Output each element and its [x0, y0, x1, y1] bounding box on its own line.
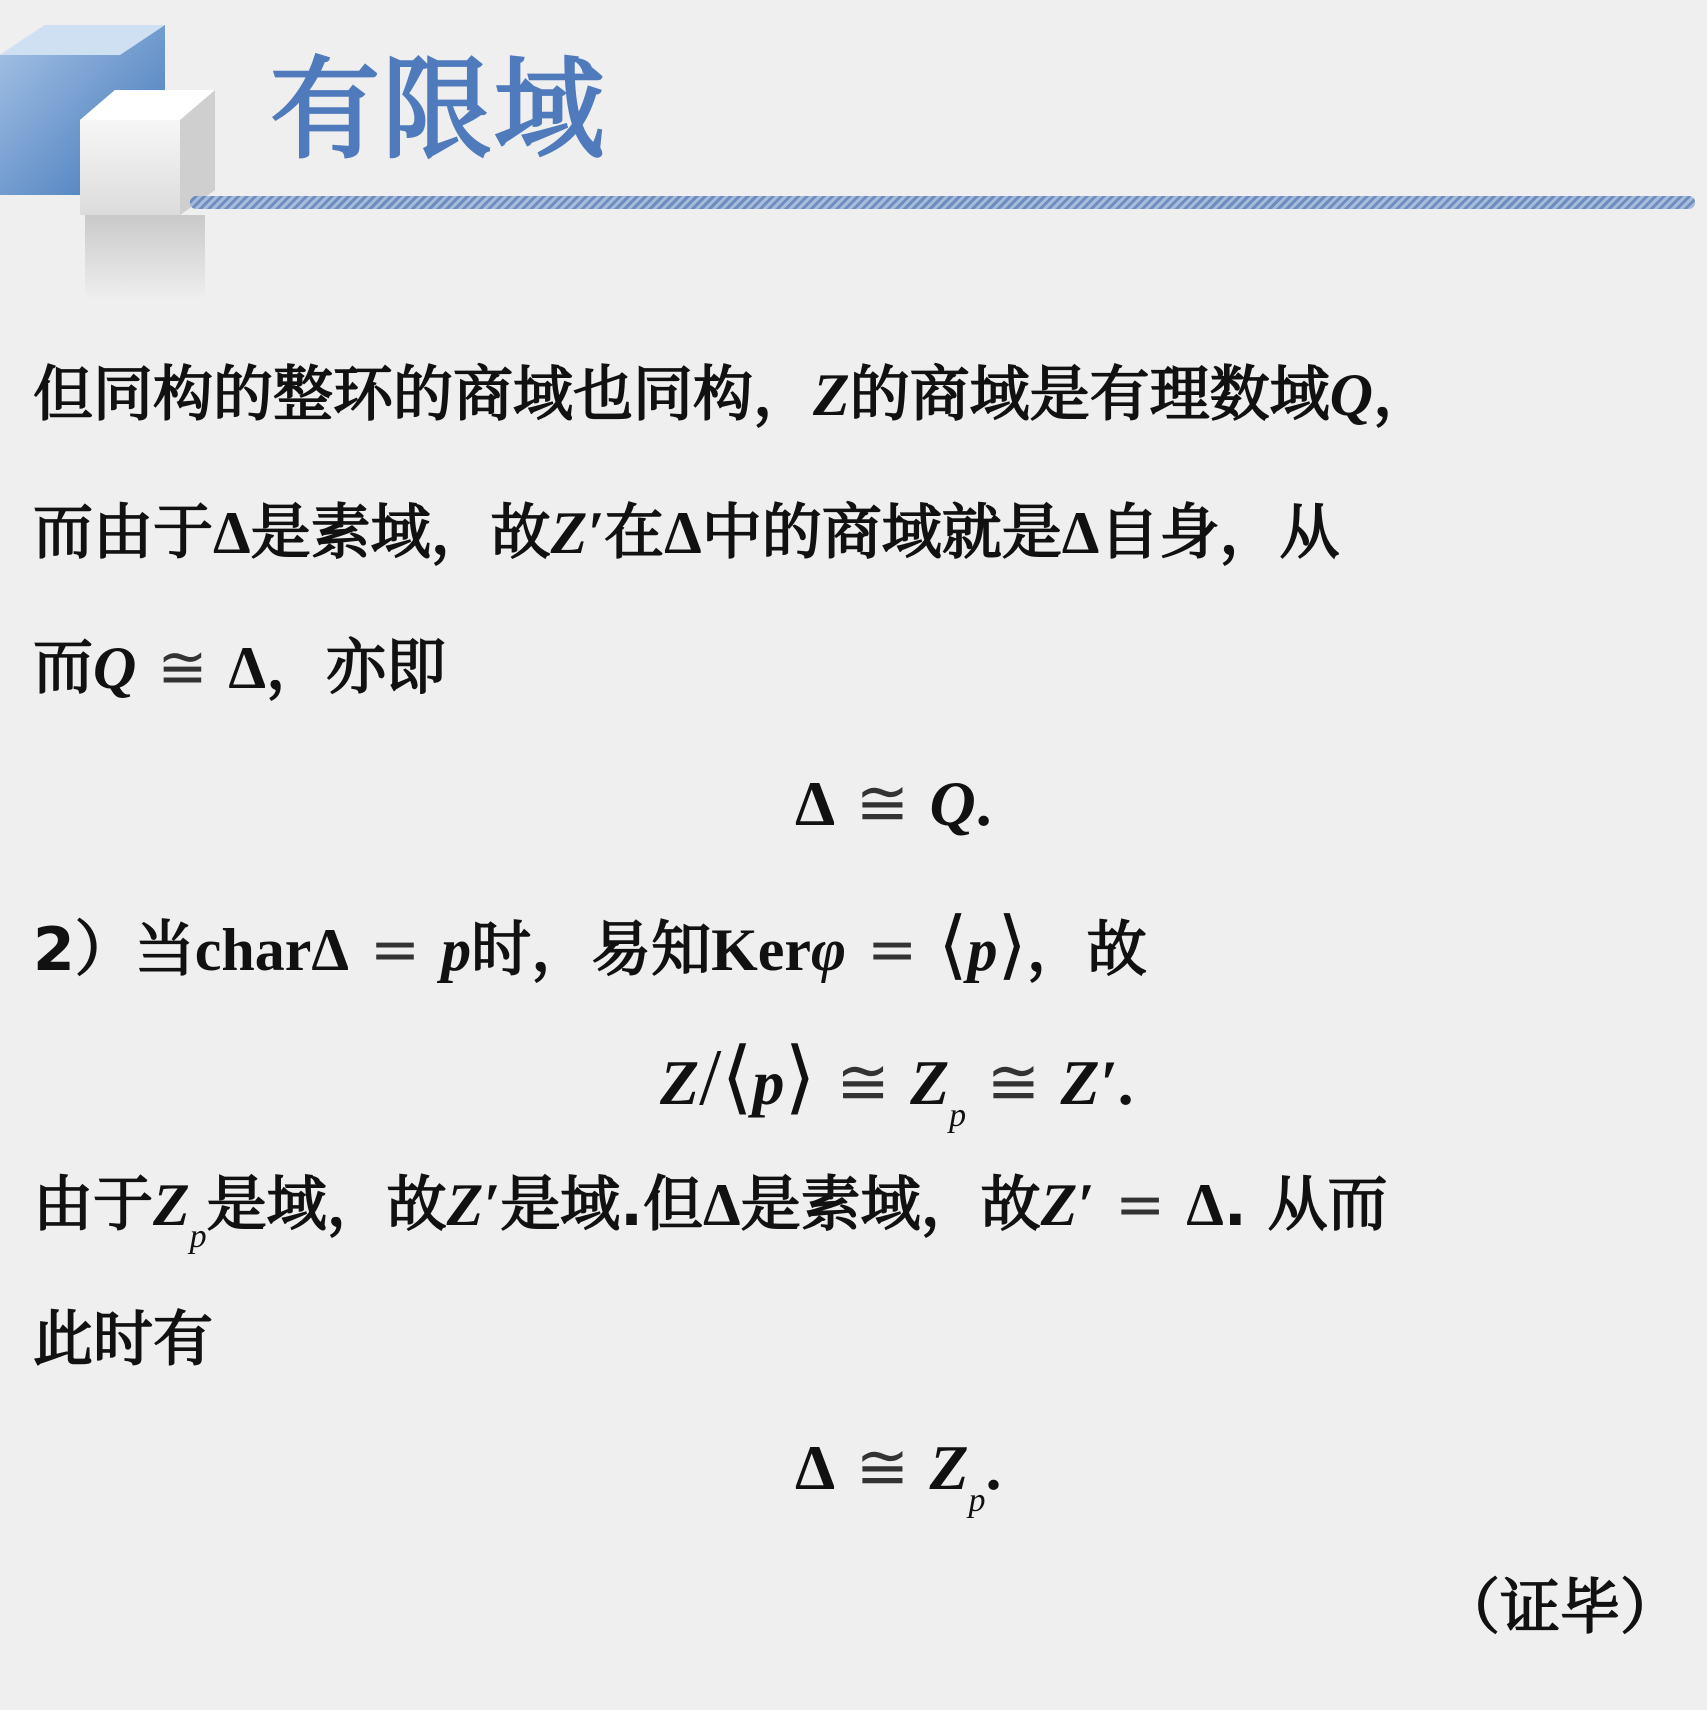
paragraph-line-1 [33, 360, 1433, 430]
math-delta: Δ [1186, 1172, 1224, 1238]
equation-2 [660, 1034, 1134, 1134]
text: 在 [604, 498, 665, 568]
math-delta: Δ [664, 500, 702, 566]
math-Z: Z [813, 362, 850, 428]
math-Z-prime: Z′ [446, 1172, 501, 1238]
math-ker: Ker [711, 917, 812, 983]
text: . 从而 [1223, 1170, 1388, 1240]
equation-3 [795, 1431, 1002, 1519]
math-char: char [194, 917, 312, 983]
math-phi: φ [811, 917, 847, 983]
math-Z-prime: Z′ [1060, 1047, 1118, 1118]
text: ，故 [1026, 915, 1147, 985]
text: 是域，故 [206, 1170, 447, 1240]
text: 是素域，故 [250, 498, 551, 568]
isomorphic-symbol: ≅ [836, 1046, 890, 1120]
subscript-p: p [189, 1218, 207, 1255]
subscript-p: p [968, 1482, 986, 1519]
math-delta: Δ [795, 768, 836, 839]
left-angle: ⟨ [938, 904, 968, 987]
subscript-p: p [949, 1097, 967, 1134]
equation-1 [795, 767, 992, 841]
cube-decoration [0, 0, 230, 300]
text: 此时有 [33, 1305, 213, 1375]
period: . [1117, 1047, 1134, 1118]
left-angle: ⟨ [721, 1034, 753, 1122]
text: ， [1373, 360, 1433, 430]
title-underline [190, 196, 1695, 209]
isomorphic-symbol: ≅ [986, 1046, 1041, 1120]
paragraph-line-6 [33, 1305, 213, 1375]
text: 由于 [33, 1170, 153, 1240]
right-angle: ⟩ [997, 904, 1027, 987]
math-Z: Z [929, 1432, 969, 1503]
text: 2）当 [33, 915, 195, 985]
text: 而由于 [33, 498, 213, 568]
paragraph-line-4 [33, 904, 1147, 987]
text: 的商域是有理数域 [849, 360, 1330, 430]
math-Q: Q [93, 635, 137, 701]
isomorphic-symbol: ≅ [157, 633, 208, 703]
text: 是素域，故 [740, 1170, 1041, 1240]
math-delta: Δ [228, 635, 267, 701]
math-Z: Z [153, 1172, 190, 1238]
math-delta: Δ [702, 1172, 741, 1238]
slash: / [699, 1034, 722, 1122]
equals-symbol: = [867, 915, 918, 985]
isomorphic-symbol: ≅ [855, 1431, 910, 1505]
text: 时，易知 [471, 915, 712, 985]
math-Z: Z [660, 1047, 700, 1118]
math-Z: Z [910, 1047, 950, 1118]
text: 中的商域就是 [701, 498, 1062, 568]
math-delta: Δ [1061, 500, 1100, 566]
period: . [985, 1432, 1002, 1503]
text: 但同构的整环的商域也同构， [33, 360, 813, 430]
period: . [975, 768, 992, 839]
paragraph-line-3 [33, 633, 447, 703]
math-Z-prime: Z′ [550, 500, 605, 566]
paragraph-line-2 [33, 498, 1340, 568]
right-angle: ⟩ [784, 1034, 816, 1122]
paragraph-line-5 [33, 1170, 1388, 1255]
proof-end-marker: （证毕） [1440, 1573, 1680, 1643]
equals-symbol: = [369, 915, 421, 985]
isomorphic-symbol: ≅ [855, 767, 910, 841]
math-delta: Δ [795, 1432, 836, 1503]
math-p: p [967, 917, 998, 983]
math-Q: Q [1329, 362, 1373, 428]
math-p: p [752, 1047, 785, 1118]
page-title: 有限域 [270, 46, 606, 174]
math-delta: Δ [311, 917, 350, 983]
math-Z-prime: Z′ [1040, 1172, 1095, 1238]
equals-symbol: = [1115, 1170, 1166, 1240]
text: ，亦即 [266, 633, 447, 703]
text: 而 [33, 633, 93, 703]
text: 是域.但 [500, 1170, 703, 1240]
math-delta: Δ [213, 500, 251, 566]
math-p: p [441, 917, 472, 983]
text: 自身，从 [1099, 498, 1340, 568]
math-Q: Q [929, 768, 976, 839]
